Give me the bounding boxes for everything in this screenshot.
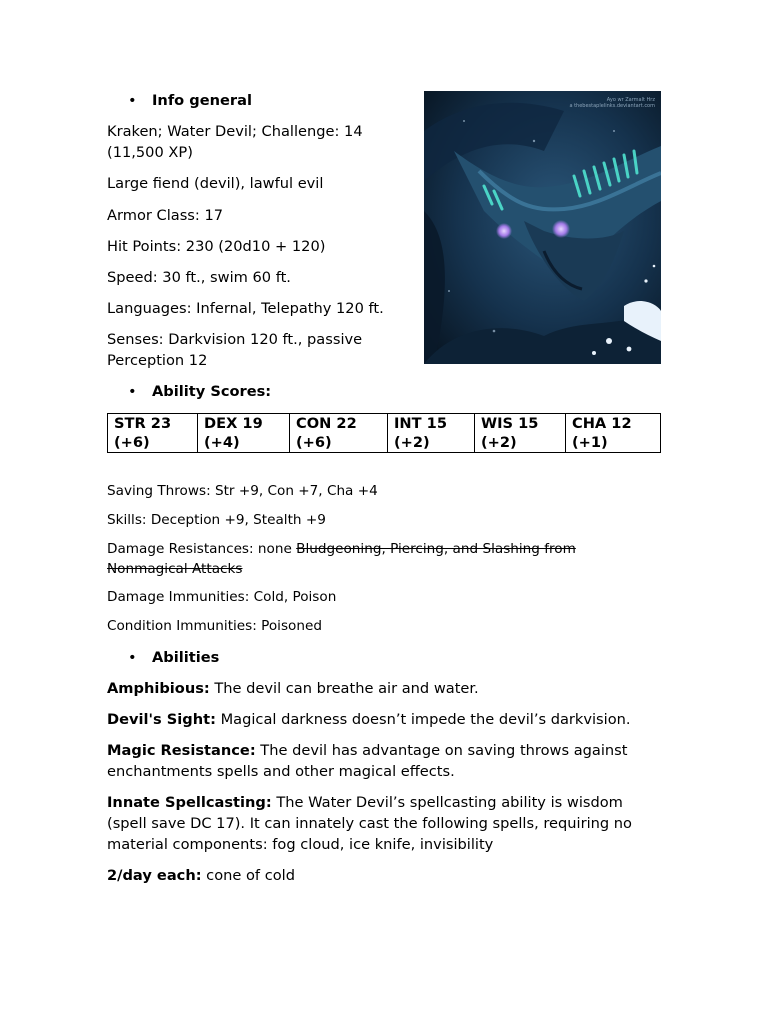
bullet-abilities: • xyxy=(128,649,137,666)
score-name: CON 22 xyxy=(296,415,357,432)
artwork-credit xyxy=(569,97,655,109)
water-devil-artwork xyxy=(424,91,661,364)
condition-immunities: Condition Immunities: Poisoned xyxy=(107,618,322,634)
score-cell-dex xyxy=(198,414,290,453)
bullet-ability-scores: • xyxy=(128,383,137,400)
score-mod: (+2) xyxy=(481,434,517,451)
armor-class: Armor Class: 17 xyxy=(107,207,224,224)
damage-resistances-prefix: Damage Resistances: none xyxy=(107,541,297,557)
score-name: INT 15 xyxy=(394,415,447,432)
creature-name xyxy=(107,121,407,163)
skills: Skills: Deception +9, Stealth +9 xyxy=(107,512,326,528)
trait-2-day-each xyxy=(107,865,667,886)
damage-resistances-struck-1: Bludgeoning, Piercing, and Slashing from xyxy=(296,541,576,557)
score-name: DEX 19 xyxy=(204,415,263,432)
trait-devils-sight xyxy=(107,709,667,730)
bullet-info-general: • xyxy=(128,92,137,109)
score-mod: (+6) xyxy=(114,434,150,451)
score-mod: (+6) xyxy=(296,434,332,451)
hit-points: Hit Points: 230 (20d10 + 120) xyxy=(107,238,326,255)
artwork-illustration xyxy=(424,91,661,364)
heading-ability-scores: Ability Scores: xyxy=(152,383,272,400)
saving-throws: Saving Throws: Str +9, Con +7, Cha +4 xyxy=(107,483,378,499)
senses xyxy=(107,329,407,371)
score-mod: (+4) xyxy=(204,434,240,451)
trait-amphibious xyxy=(107,678,667,699)
score-name: WIS 15 xyxy=(481,415,539,432)
trait-innate-spellcasting xyxy=(107,792,667,855)
score-mod: (+1) xyxy=(572,434,608,451)
trait-name: Devil's Sight: xyxy=(107,711,216,728)
creature-name-line-2: (11,500 XP) xyxy=(107,144,193,161)
score-cell-con xyxy=(290,414,388,453)
score-name: STR 23 xyxy=(114,415,172,432)
trait-name: 2/day each: xyxy=(107,867,202,884)
heading-abilities: Abilities xyxy=(152,649,220,666)
creature-type: Large fiend (devil), lawful evil xyxy=(107,175,324,192)
speed: Speed: 30 ft., swim 60 ft. xyxy=(107,269,291,286)
score-cell-cha xyxy=(566,414,661,453)
trait-text: The Water Devil’s spellcasting ability is wisdom (spell save DC 17). It can innately cast the following spells, requiring no material components: fog cloud, ice knife, invisibility xyxy=(107,794,632,853)
artwork-credit-line-2: a thebestaplelinks.deviantart.com xyxy=(569,103,655,109)
ability-scores-row xyxy=(108,414,661,453)
trait-name: Innate Spellcasting: xyxy=(107,794,272,811)
trait-text: The devil has advantage on saving throws against enchantments spells and other magical effects. xyxy=(107,742,628,780)
damage-resistances xyxy=(107,539,667,579)
senses-line-1: Senses: Darkvision 120 ft., passive xyxy=(107,331,363,348)
score-cell-wis xyxy=(475,414,566,453)
trait-text: Magical darkness doesn’t impede the devil’s darkvision. xyxy=(215,711,631,728)
damage-immunities: Damage Immunities: Cold, Poison xyxy=(107,589,337,605)
trait-name: Amphibious: xyxy=(107,680,210,697)
senses-line-2: Perception 12 xyxy=(107,352,208,369)
creature-name-line-1: Kraken; Water Devil; Challenge: 14 xyxy=(107,123,363,140)
score-cell-int xyxy=(388,414,475,453)
trait-magic-resistance xyxy=(107,740,667,782)
trait-text: cone of cold xyxy=(201,867,295,884)
score-cell-str xyxy=(108,414,198,453)
score-name: CHA 12 xyxy=(572,415,632,432)
trait-text: The devil can breathe air and water. xyxy=(209,680,479,697)
ability-scores-table xyxy=(107,413,661,453)
trait-name: Magic Resistance: xyxy=(107,742,256,759)
artwork-credit-line-1: Ayo wr Zarmalt Hrz xyxy=(606,97,655,103)
heading-info-general: Info general xyxy=(152,92,252,109)
damage-resistances-struck-2: Nonmagical Attacks xyxy=(107,561,243,577)
languages: Languages: Infernal, Telepathy 120 ft. xyxy=(107,300,384,317)
score-mod: (+2) xyxy=(394,434,430,451)
